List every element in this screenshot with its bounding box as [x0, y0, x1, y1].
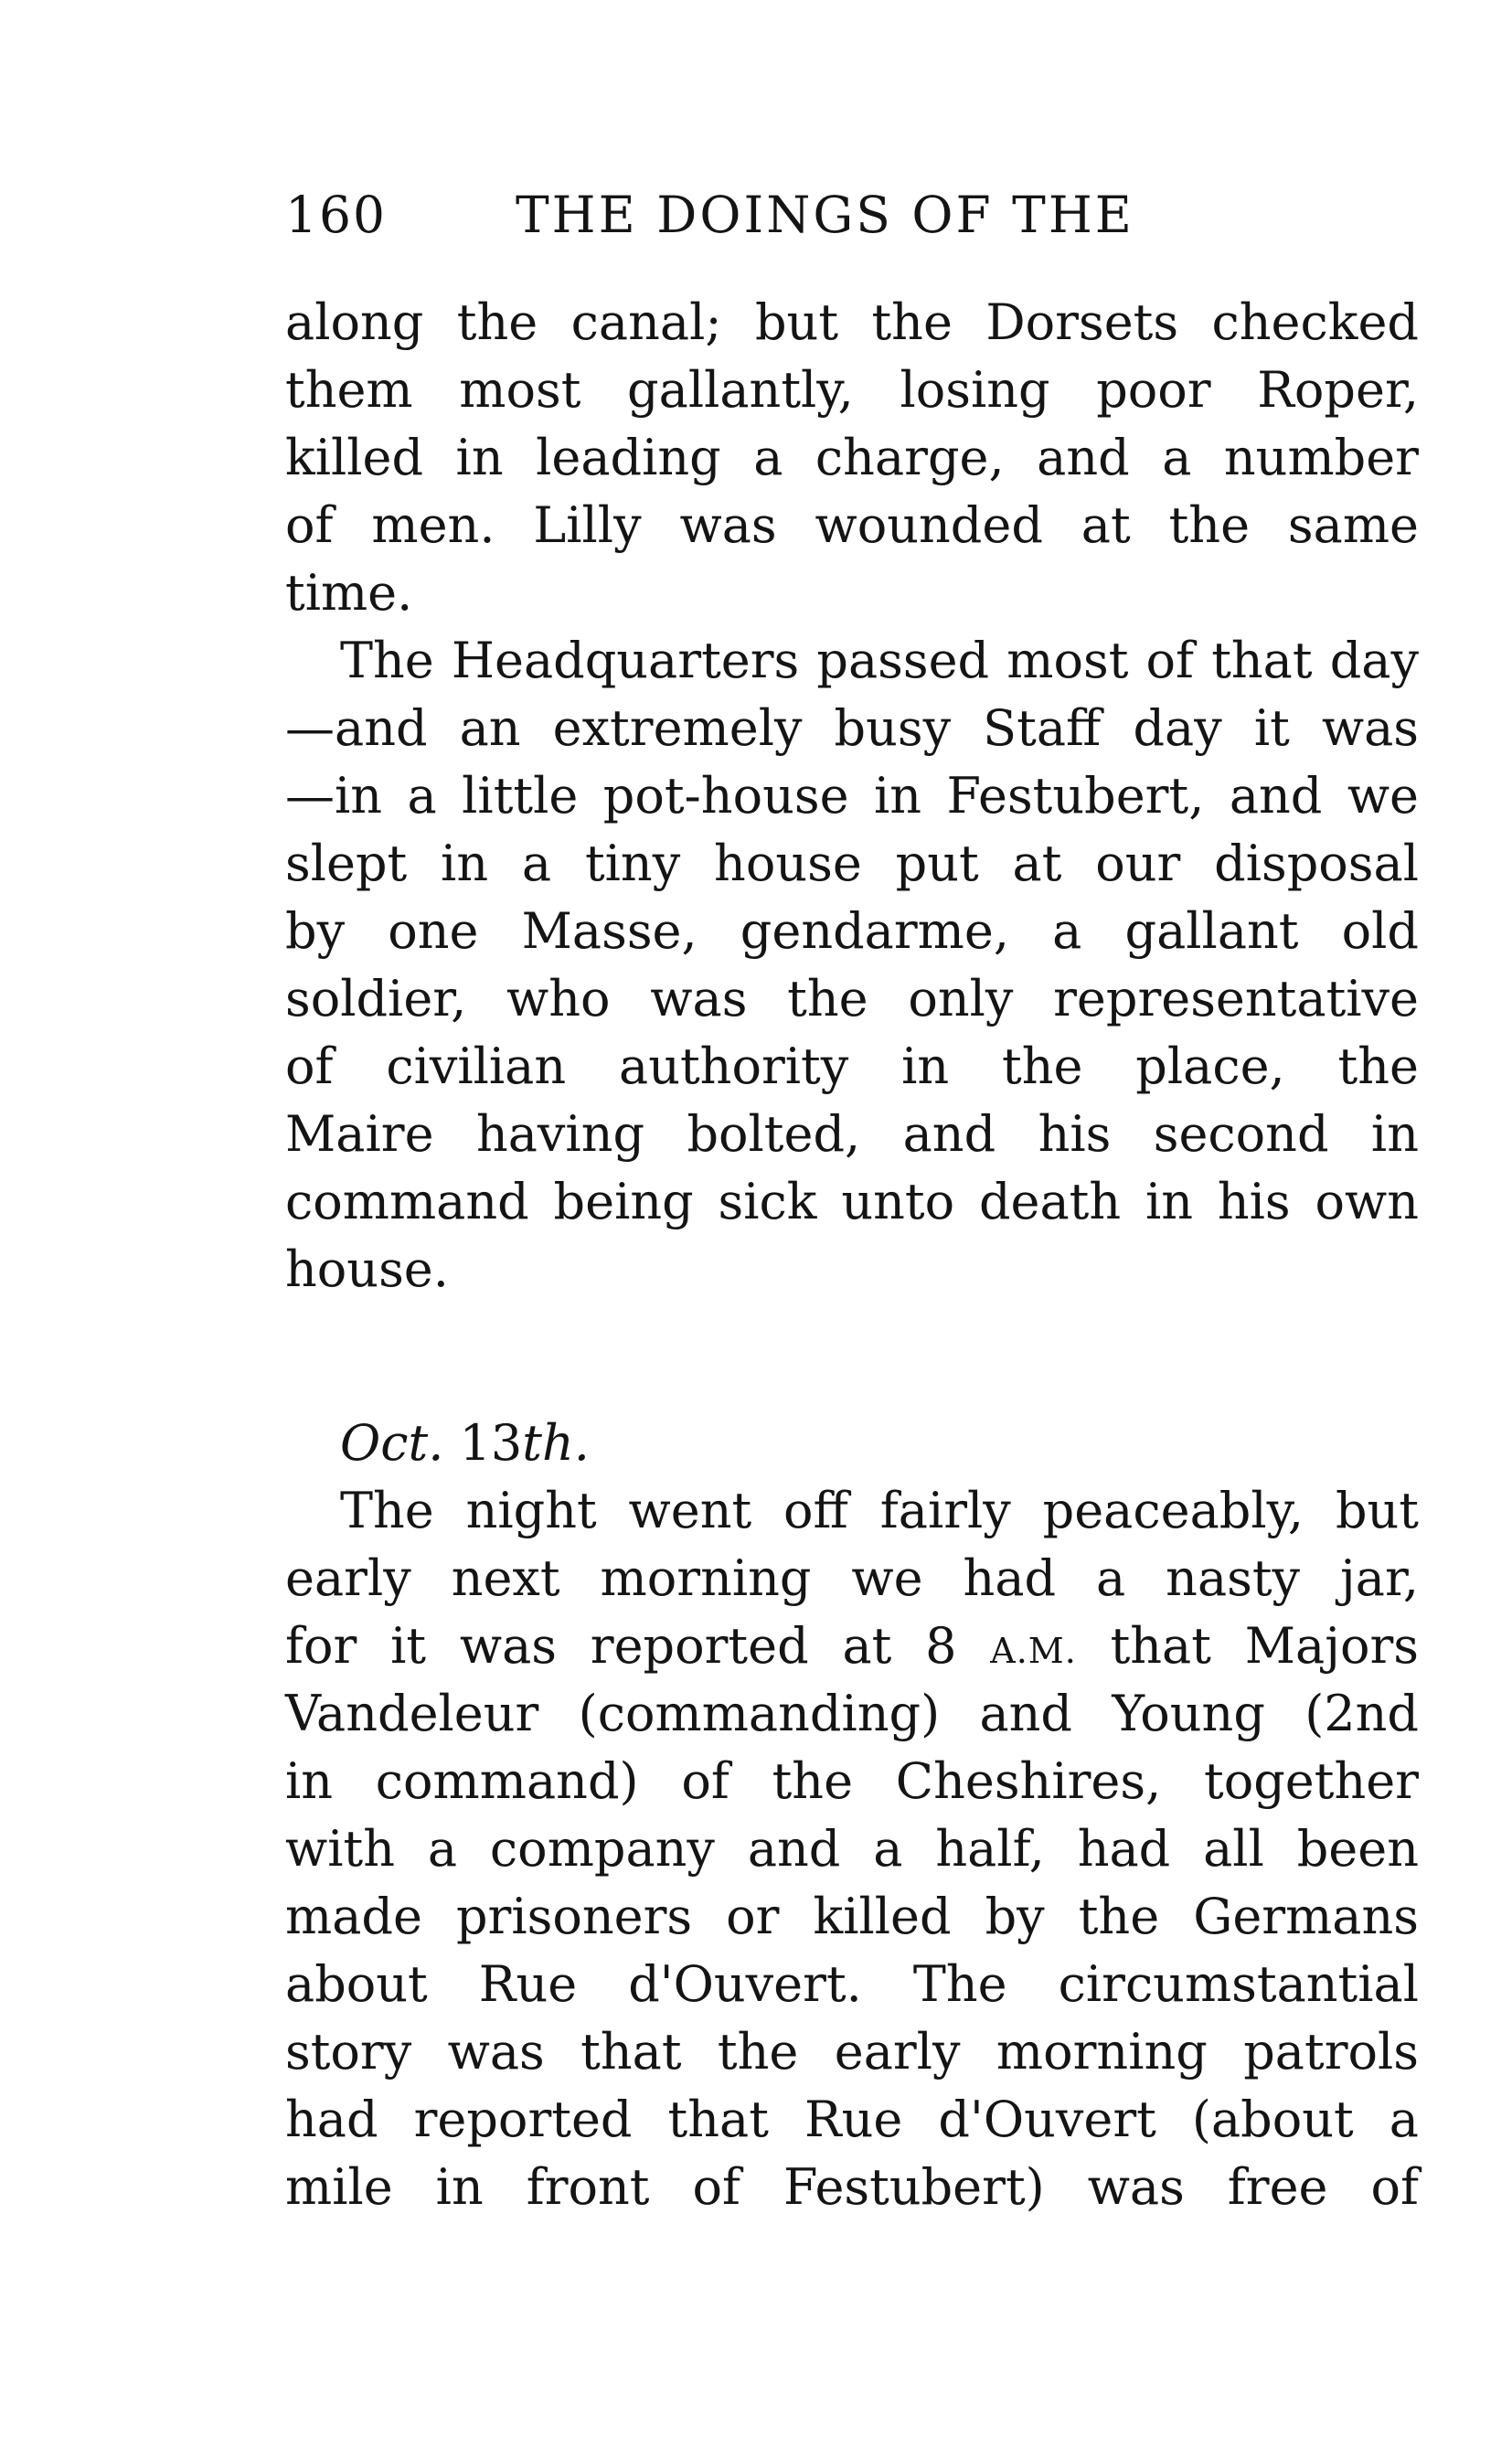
text-line: Maire having bolted, and his second in — [285, 1105, 1419, 1163]
text-line: about Rue d'Ouvert. The circumstantial — [285, 1955, 1419, 2013]
text-line: with a company and a half, had all been — [285, 1820, 1419, 1878]
text-line: in command) of the Cheshires, together — [285, 1752, 1419, 1810]
text-line: command being sick unto death in his own — [285, 1173, 1419, 1230]
text-line: by one Masse, gendarme, a gallant old — [285, 902, 1419, 960]
text-line — [285, 1612, 1419, 1680]
time-abbreviation: A.M. — [990, 1631, 1077, 1671]
body-text — [285, 289, 1419, 2221]
running-head — [285, 183, 1419, 247]
text-line: early next morning we had a nasty jar, — [285, 1549, 1419, 1607]
text-line: killed in leading a charge, and a number — [285, 429, 1419, 486]
text-segment: for it was reported at 8 — [285, 1617, 991, 1675]
text-line: along the canal; but the Dorsets checked — [285, 293, 1419, 351]
text-line: made prisoners or killed by the Germans — [285, 1888, 1419, 1945]
page-number: 160 — [285, 186, 387, 244]
text-line: of men. Lilly was wounded at the same — [285, 496, 1419, 554]
text-line: house. — [285, 1240, 449, 1298]
text-line: soldier, who was the only representative — [285, 970, 1419, 1027]
section-spacer — [285, 1304, 1419, 1410]
text-line: had reported that Rue d'Ouvert (about a — [285, 2091, 1419, 2148]
text-line: Vandeleur (commanding) and Young (2nd — [285, 1685, 1419, 1742]
text-line: of civilian authority in the place, the — [285, 1038, 1419, 1095]
date-day: 13 — [459, 1414, 523, 1472]
running-title: THE DOINGS OF THE — [516, 186, 1134, 244]
date-heading — [285, 1410, 1419, 1477]
date-month: Oct. — [340, 1414, 444, 1472]
text-line: The night went off fairly peaceably, but — [340, 1482, 1419, 1539]
date-suffix: th. — [522, 1414, 590, 1472]
text-line: —and an extremely busy Staff day it was — [285, 699, 1419, 757]
text-line: story was that the early morning patrols — [285, 2023, 1419, 2080]
text-line: them most gallantly, losing poor Roper, — [285, 361, 1419, 419]
text-line: slept in a tiny house put at our disposal — [285, 835, 1419, 892]
text-line: The Headquarters passed most of that day — [340, 632, 1419, 689]
text-line: time. — [285, 564, 413, 622]
text-line: mile in front of Festubert) was free of — [285, 2158, 1419, 2216]
text-line: —in a little pot-house in Festubert, and we — [285, 767, 1419, 825]
text-segment: that Majors — [1076, 1617, 1419, 1675]
